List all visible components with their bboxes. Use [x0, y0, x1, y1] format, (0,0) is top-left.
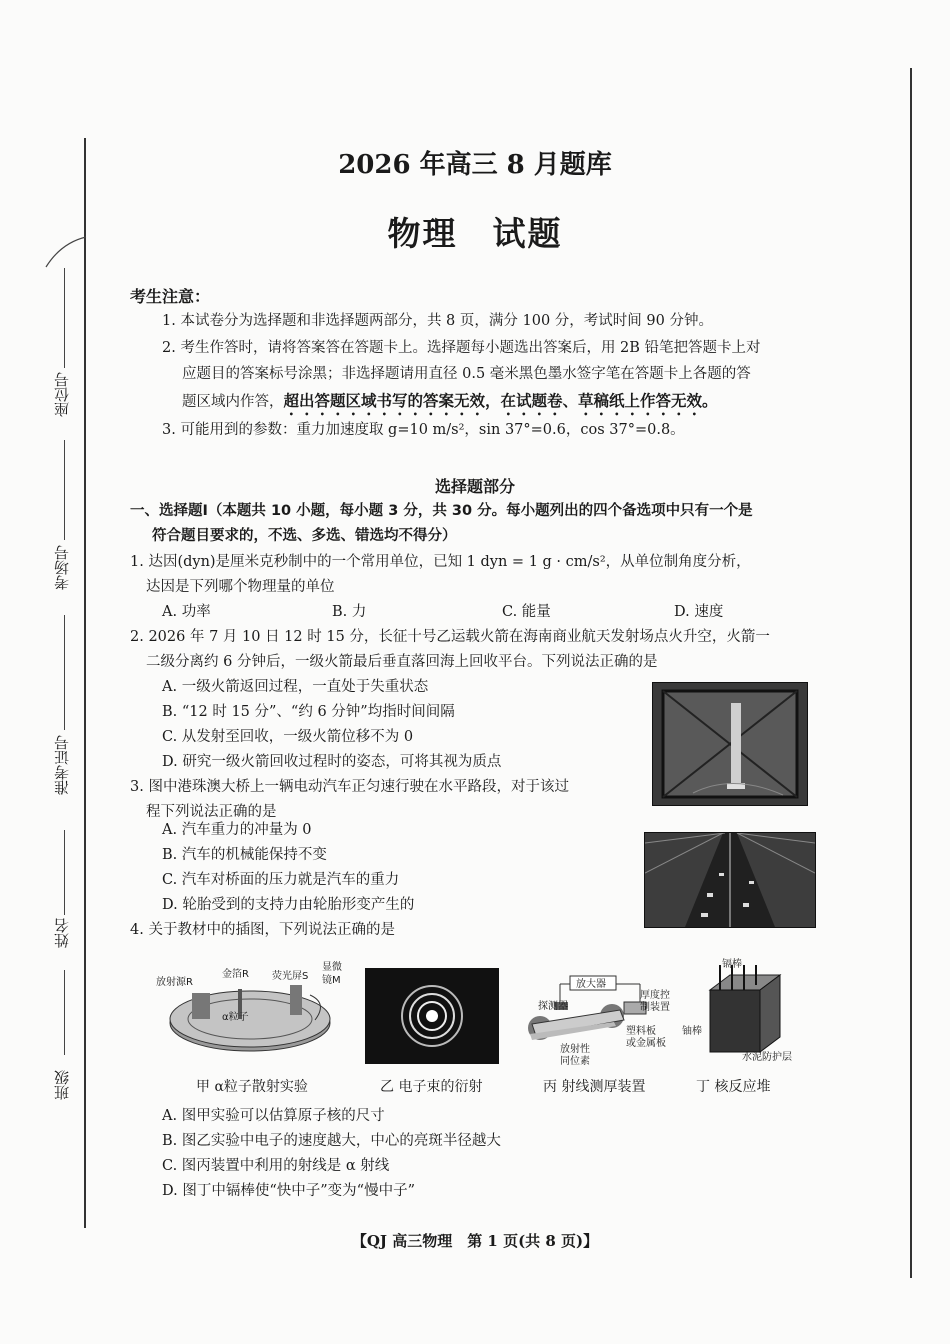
q2-option-d: D. 研究一级火箭回收过程时的姿态，可将其视为质点 — [162, 754, 502, 770]
bridge-illustration — [645, 833, 815, 927]
diffraction-rings — [366, 969, 498, 1063]
q3-stem-line-1: 3. 图中港珠澳大桥上一辆电动汽车正匀速行驶在水平路段，对于该过 — [130, 779, 569, 795]
q3-option-a: A. 汽车重力的冲量为 0 — [162, 822, 312, 838]
q4-option-d: D. 图丁中镉棒使“快中子”变为“慢中子” — [162, 1183, 415, 1199]
caption-jia: 甲 α粒子散射实验 — [196, 1079, 308, 1095]
label-alpha-particle: α粒子 — [222, 1012, 249, 1023]
figure-electron-diffraction — [365, 968, 499, 1064]
notice-item-2-line-1: 2. 考生作答时，请将答案答在答题卡上。选择题每小题选出答案后，用 2B 铅笔把答题卡上对 — [162, 340, 761, 356]
notice-item-1: 1. 本试卷分为选择题和非选择题两部分，共 8 页，满分 100 分，考试时间 90 分钟。 — [162, 313, 713, 329]
notice-heading: 考生注意： — [130, 287, 211, 306]
admission-number-field: 准考证号 — [53, 735, 71, 795]
margin-rule-5 — [64, 970, 65, 1055]
q1-stem-line-1: 1. 达因(dyn)是厘米克秒制中的一个常用单位，已知 1 dyn = 1 g · cm/s²，从单位制角度分析， — [130, 554, 751, 570]
label-radiation-source: 放射源R — [156, 977, 193, 988]
q4-option-b: B. 图乙实验中电子的速度越大，中心的亮斑半径越大 — [162, 1133, 501, 1149]
q2-option-a: A. 一级火箭返回过程，一直处于失重状态 — [162, 679, 429, 695]
rocket-landing-illustration — [653, 683, 807, 805]
q2-stem-line-2: 二级分离约 6 分钟后，一级火箭最后垂直落回海上回收平台。下列说法正确的是 — [146, 654, 658, 670]
margin-rule-3 — [64, 615, 65, 730]
q2-option-b: B. “12 时 15 分”、“约 6 分钟”均指时间间隔 — [162, 704, 455, 720]
bridge-photo — [644, 832, 816, 928]
q1-option-d: D. 速度 — [674, 604, 724, 620]
q4-option-a: A. 图甲实验可以估算原子核的尺寸 — [162, 1108, 385, 1124]
label-gold-foil: 金箔R — [222, 969, 249, 980]
q2-option-c: C. 从发射至回收，一级火箭位移不为 0 — [162, 729, 414, 745]
notice-item-2-line-3 — [182, 389, 718, 419]
label-isotope-2: 同位素 — [560, 1056, 590, 1067]
seat-number-field: 座位号 — [53, 372, 71, 417]
q3-option-d: D. 轮胎受到的支持力由轮胎形变产生的 — [162, 897, 415, 913]
caption-yi: 乙 电子束的衍射 — [380, 1079, 483, 1095]
caption-bing: 丙 射线测厚装置 — [543, 1079, 646, 1095]
caption-ding: 丁 核反应堆 — [696, 1079, 771, 1095]
label-thickness-control-2: 制装置 — [640, 1002, 670, 1013]
notice-item-3: 3. 可能用到的参数：重力加速度取 g=10 m/s²，sin 37°=0.6，cos 37°=0.8。 — [162, 422, 685, 438]
label-microscope-1: 显微 — [322, 962, 342, 973]
label-detector: 探测器 — [538, 1001, 568, 1012]
binding-line-left — [84, 138, 86, 1228]
q3-stem-line-2: 程下列说法正确的是 — [146, 804, 277, 820]
exam-room-field: 考场号 — [53, 545, 71, 590]
notice-warning: 超出答题区域书写的答案无效，在试题卷、草稿纸上作答无效。 — [283, 392, 718, 410]
rocket-landing-photo — [652, 682, 808, 806]
label-isotope-1: 放射性 — [560, 1044, 590, 1055]
label-uranium-rod: 铀棒 — [682, 1026, 702, 1037]
label-amplifier: 放大器 — [576, 979, 606, 990]
part1-instructions-line-2: 符合题目要求的，不选、多选、错选均不得分） — [152, 528, 457, 544]
q4-stem: 4. 关于教材中的插图，下列说法正确的是 — [130, 922, 395, 938]
q1-option-b: B. 力 — [332, 604, 367, 620]
q1-option-a: A. 功率 — [162, 604, 211, 620]
class-field: 班级 — [53, 1070, 71, 1100]
name-field: 姓名 — [53, 918, 71, 948]
notice-item-2-line-3-plain: 题区域内作答， — [182, 394, 284, 410]
q2-stem-line-1: 2. 2026 年 7 月 10 日 12 时 15 分，长征十号乙运载火箭在海南商业航天发射场点火升空，火箭一 — [130, 629, 770, 645]
exam-title: 2026 年高三 8 月题库 — [338, 150, 612, 180]
label-microscope-2: 镜M — [322, 975, 341, 986]
label-cadmium-rod: 镉棒 — [722, 959, 742, 970]
q1-option-c: C. 能量 — [502, 604, 551, 620]
q4-option-c: C. 图丙装置中利用的射线是 α 射线 — [162, 1158, 390, 1174]
notice-item-2-line-2: 应题目的答案标号涂黑；非选择题请用直径 0.5 毫米黑色墨水签字笔在答题卡上各题的答 — [182, 366, 751, 382]
label-fluorescent-screen: 荧光屏S — [272, 971, 309, 982]
subject-title: 物理 试题 — [387, 214, 563, 253]
margin-rule-4 — [64, 830, 65, 915]
part1-rule-text: 本题共 10 小题，每小题 3 分，共 30 分。每小题列出的四个备选项中只有一个是 — [222, 503, 753, 519]
part1-instructions-line-1 — [130, 499, 753, 524]
q3-option-c: C. 汽车对桥面的压力就是汽车的重力 — [162, 872, 400, 888]
q3-option-b: B. 汽车的机械能保持不变 — [162, 847, 327, 863]
label-plastic-plate-2: 或金属板 — [626, 1038, 666, 1049]
margin-rule-1 — [64, 268, 65, 368]
q1-stem-line-2: 达因是下列哪个物理量的单位 — [146, 579, 335, 595]
page-footer: 【QJ 高三物理 第 1 页(共 8 页)】 — [351, 1232, 599, 1250]
label-plastic-plate-1: 塑料板 — [626, 1026, 656, 1037]
part1-label: 一、选择题Ⅰ（ — [130, 503, 223, 519]
label-concrete-shield: 水泥防护层 — [742, 1052, 792, 1063]
label-thickness-control-1: 厚度控 — [640, 990, 670, 1001]
section-title: 选择题部分 — [434, 477, 515, 496]
